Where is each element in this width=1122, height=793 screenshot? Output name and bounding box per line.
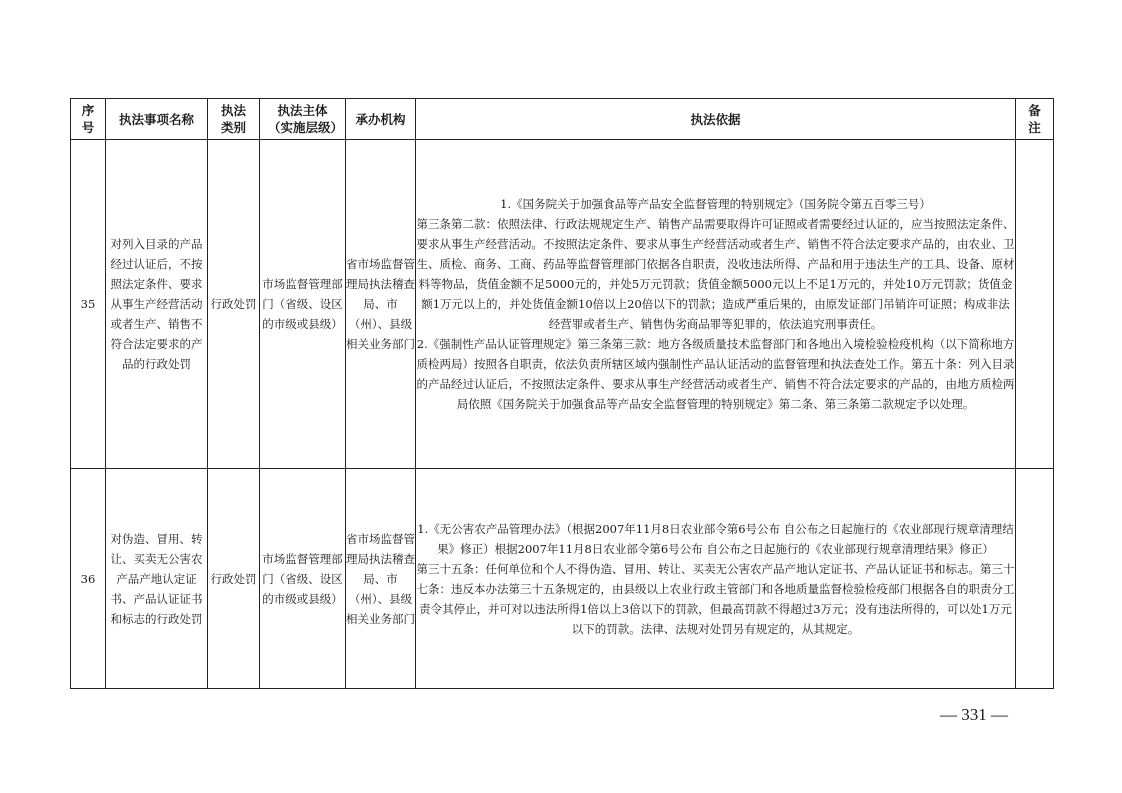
row-org: 省市场监督管理局执法稽查局、市（州）、县级相关业务部门 [346,469,416,689]
header-seq: 序号 [71,99,106,140]
header-org: 承办机构 [346,99,416,140]
basis-paragraph: 第三十五条：任何单位和个人不得伪造、冒用、转让、买卖无公害农产品产地认定证书、产品认证证书和标志。第三十七条：违反本办法第三十五条规定的，由县级以上农业行政主管部门和各地质量监督检验检疫部门根据各自的职责分工责令其停止，并可对以违法所得1倍以上3倍以下的罚款，但最高罚款不得超过3万元；没有违法所得的，可以处1万元以下的罚款。法律、法规对处罚另有规定的，从其规定。 [416,561,1015,636]
row-note [1016,469,1054,689]
row-seq: 36 [71,469,106,689]
row-category: 行政处罚 [208,140,260,469]
row-subject: 市场监督管理部门（省级、设区的市级或县级） [260,469,346,689]
row-org: 省市场监督管理局执法稽查局、市（州）、县级相关业务部门 [346,140,416,469]
basis-paragraph: 2.《强制性产品认证管理规定》第三条第三款：地方各级质量技术监督部门和各地出入境检验检疫机构（以下简称地方质检两局）按照各自职责，依法负责所辖区域内强制性产品认证活动的监督管理和执法查处工作。第五十条：列入目录的产品经过认证后，不按照法定条件、要求从事生产经营活动或者生产、销售不符合法定要求的产品的，由地方质检两局依照《国务院关于加强食品等产品安全监督管理的特别规定》第二条、第三条第二款规定予以处理。 [416,337,1015,411]
row-seq: 35 [71,140,106,469]
row-basis [416,469,1016,689]
basis-paragraph: 1.《国务院关于加强食品等产品安全监督管理的特别规定》（国务院令第五百零三号） [500,197,931,211]
header-note: 备注 [1016,99,1054,140]
header-subject: 执法主体（实施层级） [260,99,346,140]
row-item-name: 对列入目录的产品经过认证后，不按照法定条件、要求从事生产经营活动或者生产、销售不符合法定要求的产品的行政处罚 [106,140,208,469]
header-basis: 执法依据 [416,99,1016,140]
page-number: — 331 — [940,705,1008,724]
table-row [71,140,1054,469]
row-basis [416,140,1016,469]
enforcement-table [70,98,1054,689]
row-item-name: 对伪造、冒用、转让、买卖无公害农产品产地认定证书、产品认证证书和标志的行政处罚 [106,469,208,689]
header-category: 执法类别 [208,99,260,140]
header-name: 执法事项名称 [106,99,208,140]
basis-paragraph: 1.《无公害农产品管理办法》（根据2007年11月8日农业部令第6号公布 自公布之日起施行的《农业部现行规章清理结果》修正）根据2007年11月8日农业部令第6号公布 自公布之日起施行的《农业部现行规章清理结果》修正） [417,521,1014,556]
row-category: 行政处罚 [208,469,260,689]
table-row [71,469,1054,689]
basis-paragraph: 第三条第二款：依照法律、行政法规规定生产、销售产品需要取得许可证照或者需要经过认证的，应当按照法定条件、要求从事生产经营活动。不按照法定条件、要求从事生产经营活动或者生产、销售不符合法定要求产品的，由农业、卫生、质检、商务、工商、药品等监督管理部门依据各自职责，没收违法所得、产品和用于违法生产的工具、设备、原材料等物品，货值金额不足5000元的，并处5万元罚款；货值金额5000元以上不足1万元的，并处10万元罚款；货值金额1万元以上的，并处货值金额10倍以上20倍以下的罚款；造成严重后果的，由原发证部门吊销许可证照；构成非法经营罪或者生产、销售伪劣商品罪等犯罪的，依法追究刑事责任。 [416,217,1015,331]
table-header-row [71,99,1054,140]
row-note [1016,140,1054,469]
row-subject: 市场监督管理部门（省级、设区的市级或县级） [260,140,346,469]
